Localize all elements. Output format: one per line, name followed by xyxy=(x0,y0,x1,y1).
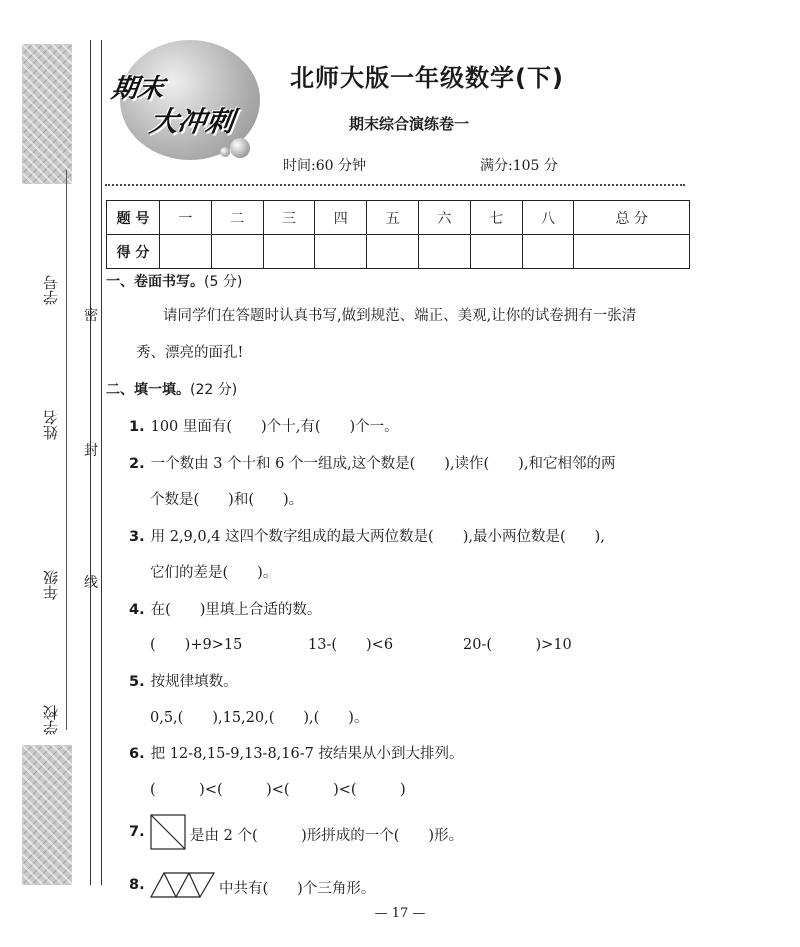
score-table-col-4: 四 xyxy=(315,201,367,235)
exam-time: 时间:60 分钟 xyxy=(283,158,366,174)
question-3 xyxy=(129,525,605,546)
section-2-heading xyxy=(106,379,237,399)
question-6-text: 把 12-8,15-9,13-8,16-7 按结果从小到大排列。 xyxy=(150,746,464,762)
question-7 xyxy=(129,824,151,840)
score-cell xyxy=(367,235,419,269)
score-cell xyxy=(574,235,690,269)
section-1-line-2: 秀、漂亮的面孔! xyxy=(136,345,244,361)
question-2-text: 一个数由 3 个十和 6 个一组成,这个数是( ),读作( ),和它相邻的两 xyxy=(150,456,616,472)
question-3-number: 3. xyxy=(129,529,145,545)
score-table-header-row xyxy=(107,201,690,235)
score-cell xyxy=(522,235,574,269)
question-1-number: 1. xyxy=(129,419,145,435)
question-5-sequence: 0,5,( ),15,20,( ),( )。 xyxy=(150,710,369,726)
score-table-col-8: 八 xyxy=(522,201,574,235)
question-2 xyxy=(129,452,615,473)
score-cell xyxy=(315,235,367,269)
question-1-text: 100 里面有( )个十,有( )个一。 xyxy=(150,419,399,435)
binding-pattern-bottom xyxy=(22,745,72,885)
question-8-text: 中共有( )个三角形。 xyxy=(219,881,376,897)
score-table-col-total: 总 分 xyxy=(574,201,690,235)
question-4-text: 在( )里填上合适的数。 xyxy=(150,602,322,618)
score-table-col-2: 二 xyxy=(211,201,263,235)
seal-char-feng: 封 xyxy=(84,443,98,459)
section-1-title: 一、卷面书写。 xyxy=(106,274,204,290)
question-4-item-a: ( )+9>15 xyxy=(150,637,243,653)
question-4-item-c: 20-( )>10 xyxy=(463,637,572,653)
logo-ball-small xyxy=(220,147,230,157)
question-6-number: 6. xyxy=(129,746,145,762)
score-table-col-6: 六 xyxy=(418,201,470,235)
score-cell xyxy=(263,235,315,269)
question-8 xyxy=(129,877,151,893)
section-2-title: 二、填一填。 xyxy=(106,382,190,398)
score-cell xyxy=(418,235,470,269)
score-cell xyxy=(470,235,522,269)
score-table-score-row xyxy=(107,235,690,269)
score-table xyxy=(106,200,690,269)
question-4-number: 4. xyxy=(129,602,145,618)
section-1-heading xyxy=(106,271,242,291)
square-split-figure xyxy=(150,814,186,850)
binding-line-right xyxy=(101,40,102,885)
page-number: — 17 — xyxy=(374,906,426,921)
grade-label: 年级 xyxy=(42,570,60,600)
question-5 xyxy=(129,670,238,691)
page-subtitle: 期末综合演练卷一 xyxy=(349,115,470,133)
student-id-label: 学号 xyxy=(42,275,60,305)
question-8-number: 8. xyxy=(129,877,145,893)
trapezoid-triangles-figure xyxy=(150,872,216,898)
section-1-line-1: 请同学们在答题时认真书写,做到规范、端正、美观,让你的试卷拥有一张清 xyxy=(163,308,637,324)
score-table-col-7: 七 xyxy=(470,201,522,235)
school-label: 学校 xyxy=(42,705,60,735)
question-4-item-b: 13-( )<6 xyxy=(308,637,394,653)
question-4 xyxy=(129,598,321,619)
question-3-line-2: 它们的差是( )。 xyxy=(150,565,278,581)
score-table-row2-head: 得 分 xyxy=(107,235,160,269)
binding-line-left xyxy=(90,40,91,885)
page-title: 北师大版一年级数学(下) xyxy=(290,64,564,92)
score-cell xyxy=(160,235,212,269)
score-cell xyxy=(211,235,263,269)
question-5-number: 5. xyxy=(129,674,145,690)
question-6 xyxy=(129,742,463,763)
score-table-col-1: 一 xyxy=(160,201,212,235)
seal-char-mi: 密 xyxy=(84,308,98,324)
dotted-divider xyxy=(105,184,685,186)
binding-pattern-top xyxy=(22,44,72,184)
seal-char-xian: 线 xyxy=(84,575,98,591)
logo-text-line1: 期末 xyxy=(109,74,166,104)
exam-score: 满分:105 分 xyxy=(480,158,558,174)
question-5-text: 按规律填数。 xyxy=(150,674,238,690)
score-table-row1-head: 题 号 xyxy=(107,201,160,235)
question-2-line-2: 个数是( )和( )。 xyxy=(150,492,304,508)
section-1-points: (5 分) xyxy=(204,274,243,290)
section-2-points: (22 分) xyxy=(190,382,238,398)
student-name-label: 姓名 xyxy=(42,410,60,440)
question-1 xyxy=(129,415,399,436)
score-table-col-3: 三 xyxy=(263,201,315,235)
question-7-number: 7. xyxy=(129,824,145,840)
question-6-order: ( )<( )<( )<( ) xyxy=(150,782,406,798)
question-3-text: 用 2,9,0,4 这四个数字组成的最大两位数是( ),最小两位数是( ), xyxy=(150,529,605,545)
logo-text-line2: 大冲刺 xyxy=(147,105,237,138)
question-2-number: 2. xyxy=(129,456,145,472)
question-7-text: 是由 2 个( )形拼成的一个( )形。 xyxy=(190,828,464,844)
name-line xyxy=(66,170,67,730)
score-table-col-5: 五 xyxy=(367,201,419,235)
logo-ball-large xyxy=(230,138,250,158)
